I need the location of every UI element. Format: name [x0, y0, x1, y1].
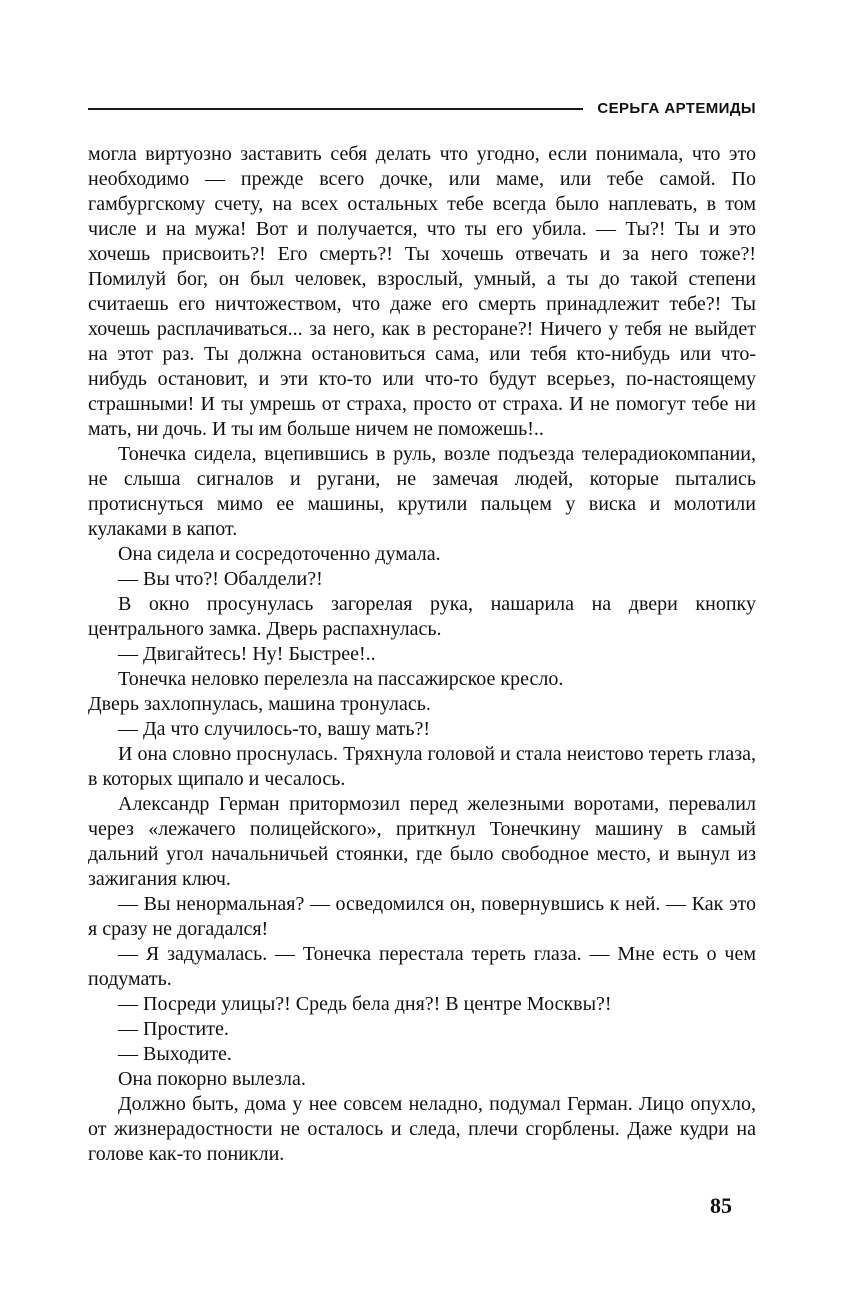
paragraph: Александр Герман притормозил перед железными воротами, перевалил через «лежачего полицейского», приткнул Тонечкину машину в самый дальний угол начальничьей стоянки, где было свободное место, и вынул из зажигания ключ. — [88, 793, 756, 890]
paragraph: Она сидела и сосредоточенно думала. — [118, 543, 441, 565]
paragraph: — Вы что?! Обалдели?! — [118, 568, 323, 590]
paragraph: Дверь захлопнулась, машина тронулась. — [88, 693, 431, 715]
header-title: СЕРЬГА АРТЕМИДЫ — [597, 99, 756, 117]
paragraph: И она словно проснулась. Тряхнула головой и стала неистово тереть глаза, в которых щипало и чесалось. — [88, 743, 756, 790]
paragraph: — Выходите. — [118, 1043, 232, 1065]
paragraph: могла виртуозно заставить себя делать что угодно, если понимала, что это необходимо — прежде всего дочке, или маме, или тебе самой. По гамбургскому счету, на всех остальных тебе всегда было наплевать, в том числе и на мужа! Вот и получается, что ты его убила. — Ты?! Ты и это хочешь присвоить?! Его смерть?! Ты хочешь отвечать и за него тоже?! Помилуй бог, он был человек, взрослый, умный, а ты до такой степени считаешь его ничтожеством, что даже его смерть принадлежит тебе?! Ты хочешь расплачиваться... за него, как в ресторане?! Ничего у тебя не выйдет на этот раз. Ты должна остановиться сама, или тебя кто-нибудь или что-нибудь остановит, и эти кто-то или что-то будут всерьез, по-настоящему страшными! И ты умрешь от страха, просто от страха. И не помогут тебе ни мать, ни дочь. И ты им больше ничем не поможешь!.. — [88, 143, 756, 440]
header-rule — [88, 108, 583, 110]
paragraph: Тонечка сидела, вцепившись в руль, возле подъезда телерадиокомпании, не слыша сигналов и ругани, не замечая людей, которые пытались протиснуться мимо ее машины, крутили пальцем у виска и молотили кулаками в капот. — [88, 443, 756, 540]
body-text — [88, 142, 756, 1167]
paragraph: — Посреди улицы?! Средь бела дня?! В центре Москвы?! — [118, 993, 612, 1015]
paragraph: — Двигайтесь! Ну! Быстрее!.. — [118, 643, 376, 665]
paragraph: Тонечка неловко перелезла на пассажирское кресло. — [118, 668, 564, 690]
running-header — [88, 98, 756, 118]
paragraph: — Я задумалась. — Тонечка перестала тереть глаза. — Мне есть о чем подумать. — [88, 943, 756, 990]
paragraph: В окно просунулась загорелая рука, нашарила на двери кнопку центрального замка. Дверь распахнулась. — [88, 593, 756, 640]
paragraph: — Да что случилось-то, вашу мать?! — [118, 718, 431, 740]
paragraph: Она покорно вылезла. — [118, 1068, 306, 1090]
page-footer — [710, 1193, 732, 1219]
paragraph: — Вы ненормальная? — осведомился он, повернувшись к ней. — Как это я сразу не догадался! — [88, 893, 756, 940]
paragraph: — Простите. — [118, 1018, 229, 1040]
paragraph: Должно быть, дома у нее совсем неладно, подумал Герман. Лицо опухло, от жизнерадостности не осталось и следа, плечи сгорблены. Даже кудри на голове как-то поникли. — [88, 1093, 756, 1165]
page-number: 85 — [710, 1193, 732, 1218]
